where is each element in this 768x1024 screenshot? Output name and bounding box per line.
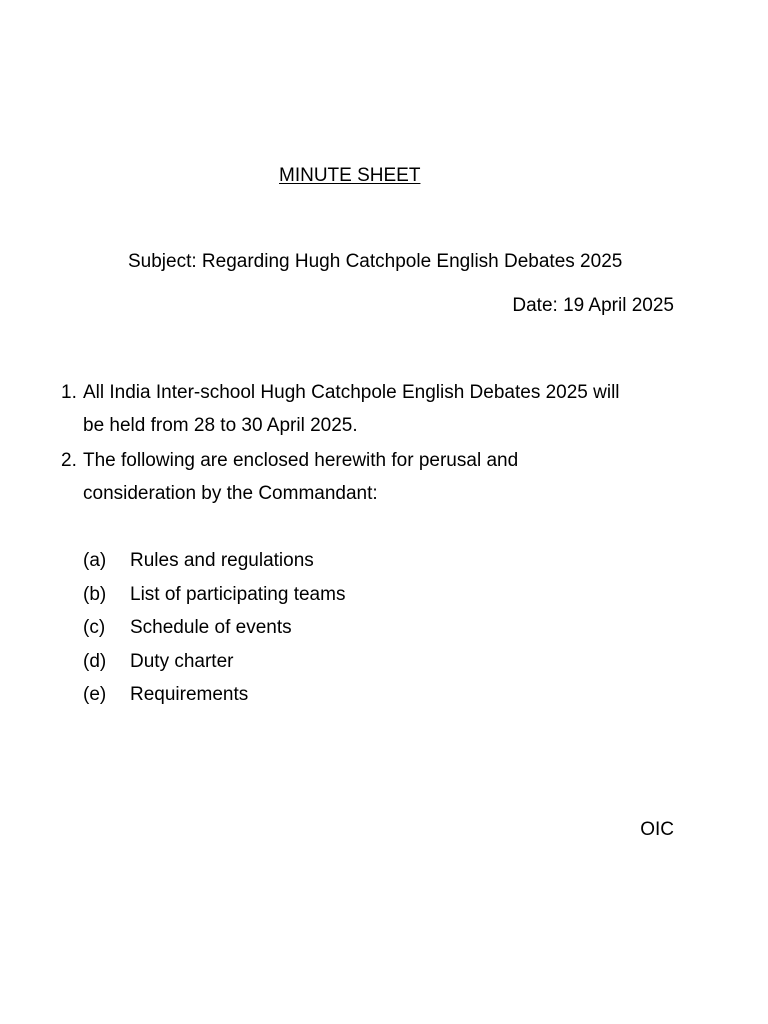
point-number: 1.: [61, 382, 77, 403]
list-item-label: (a): [83, 550, 107, 571]
list-item-text: Rules and regulations: [130, 550, 314, 571]
list-item-text: Requirements: [130, 684, 249, 705]
page-title: MINUTE SHEET: [279, 165, 421, 186]
list-item-label: (d): [83, 651, 107, 672]
list-item-label: (b): [83, 584, 107, 605]
list-item-label: (e): [83, 684, 107, 705]
point-number: 2.: [61, 450, 77, 471]
list-item-text: List of participating teams: [130, 584, 346, 605]
date-line: Date: 19 April 2025: [512, 295, 674, 316]
list-item-label: (c): [83, 617, 106, 638]
signature-designation: OIC: [640, 819, 674, 840]
point-text-line: All India Inter-school Hugh Catchpole English Debates 2025 will: [83, 382, 620, 403]
list-item-text: Duty charter: [130, 651, 234, 672]
point-text-line: The following are enclosed herewith for perusal and: [83, 450, 519, 471]
list-item-text: Schedule of events: [130, 617, 292, 638]
subject-line: Subject: Regarding Hugh Catchpole English Debates 2025: [128, 251, 623, 272]
point-text-line: consideration by the Commandant:: [83, 483, 378, 504]
point-text-line: be held from 28 to 30 April 2025.: [83, 415, 358, 436]
